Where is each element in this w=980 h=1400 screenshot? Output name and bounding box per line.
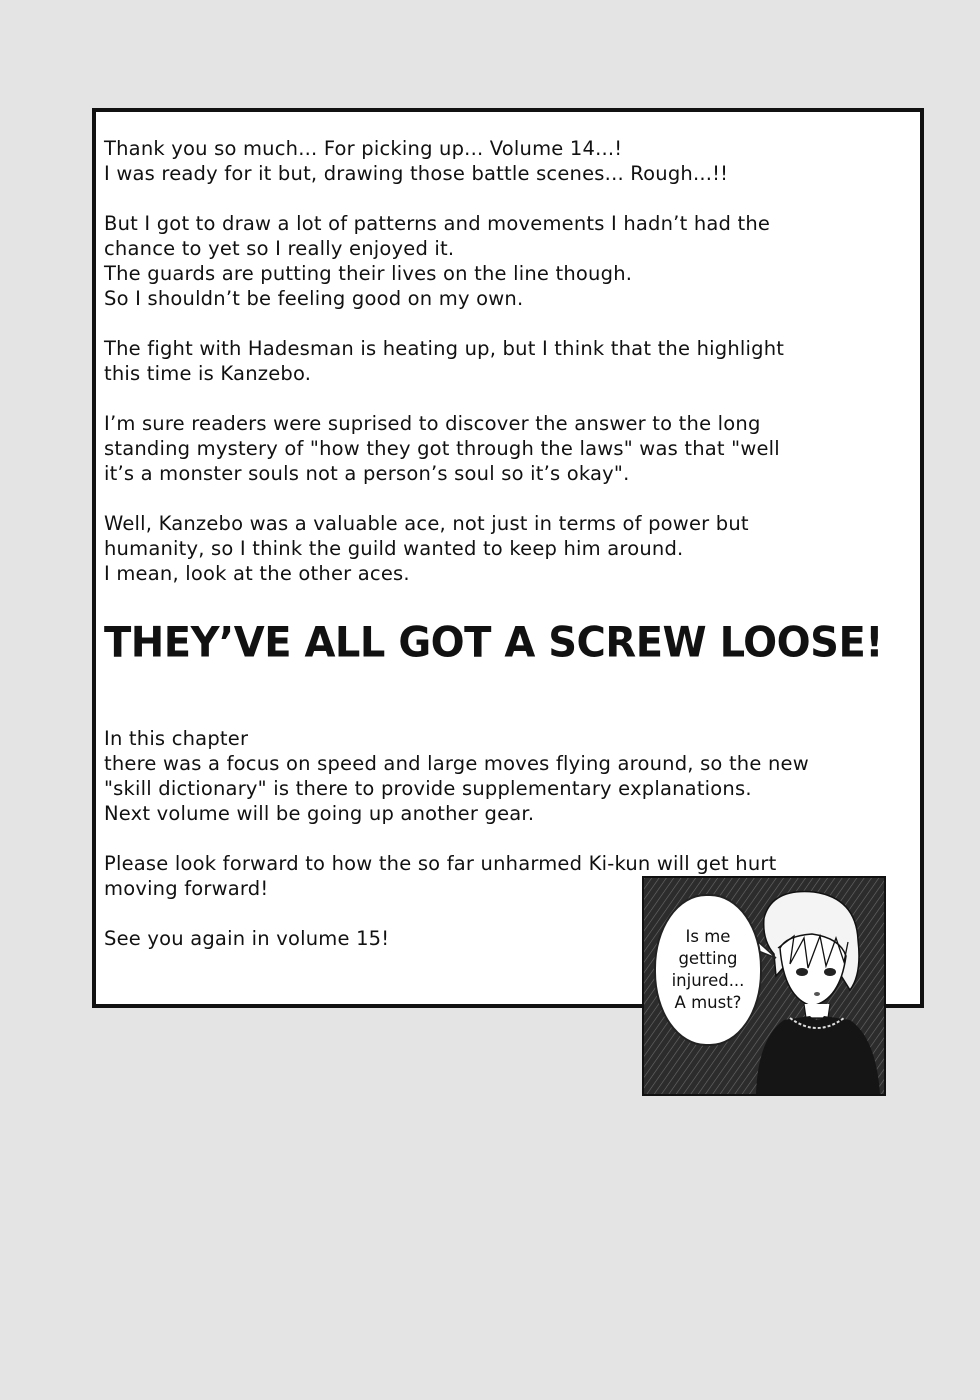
text-line: Well, Kanzebo was a valuable ace, not just in terms of power but (104, 512, 749, 535)
paragraph (104, 211, 904, 311)
right-eye (824, 968, 836, 976)
text-line: Next volume will be going up another gear. (104, 802, 535, 825)
mouth (814, 992, 820, 996)
headline: THEY’VE ALL GOT A SCREW LOOSE! (104, 618, 884, 668)
text-line: this time is Kanzebo. (104, 362, 312, 385)
paragraph (104, 336, 904, 386)
text-line: "skill dictionary" is there to provide supplementary explanations. (104, 777, 752, 800)
text-line: I mean, look at the other aces. (104, 562, 410, 585)
neck (804, 1004, 830, 1018)
afterword-text-top (104, 136, 904, 611)
text-line: See you again in volume 15! (104, 927, 390, 950)
speech-bubble (654, 894, 762, 1046)
text-line: humanity, so I think the guild wanted to keep him around. (104, 537, 684, 560)
left-eye (796, 968, 808, 976)
text-line: Please look forward to how the so far unharmed Ki-kun will get hurt (104, 852, 777, 875)
text-line: there was a focus on speed and large moves flying around, so the new (104, 752, 809, 775)
text-line: standing mystery of "how they got through the laws" was that "well (104, 437, 780, 460)
manga-panel (642, 876, 886, 1096)
paragraph (104, 511, 904, 586)
text-line: But I got to draw a lot of patterns and movements I hadn’t had the (104, 212, 771, 235)
paragraph (104, 726, 904, 826)
text-line: moving forward! (104, 877, 269, 900)
text-line: In this chapter (104, 727, 249, 750)
text-line: Thank you so much... For picking up... Volume 14...! (104, 137, 623, 160)
text-line: The fight with Hadesman is heating up, but I think that the highlight (104, 337, 785, 360)
speech-line: A must? (674, 993, 742, 1012)
speech-line: injured... (671, 971, 745, 990)
text-line: it’s a monster souls not a person’s soul so it’s okay". (104, 462, 630, 485)
text-line: The guards are putting their lives on the line though. (104, 262, 633, 285)
speech-line: getting (678, 949, 738, 968)
paragraph (104, 411, 904, 486)
text-line: I’m sure readers were suprised to discover the answer to the long (104, 412, 761, 435)
paragraph (104, 136, 904, 186)
afterword-frame (92, 108, 924, 1012)
text-line: chance to yet so I really enjoyed it. (104, 237, 455, 260)
speech-line: Is me (685, 927, 731, 946)
text-line: So I shouldn’t be feeling good on my own. (104, 287, 524, 310)
text-line: I was ready for it but, drawing those battle scenes... Rough...!! (104, 162, 729, 185)
